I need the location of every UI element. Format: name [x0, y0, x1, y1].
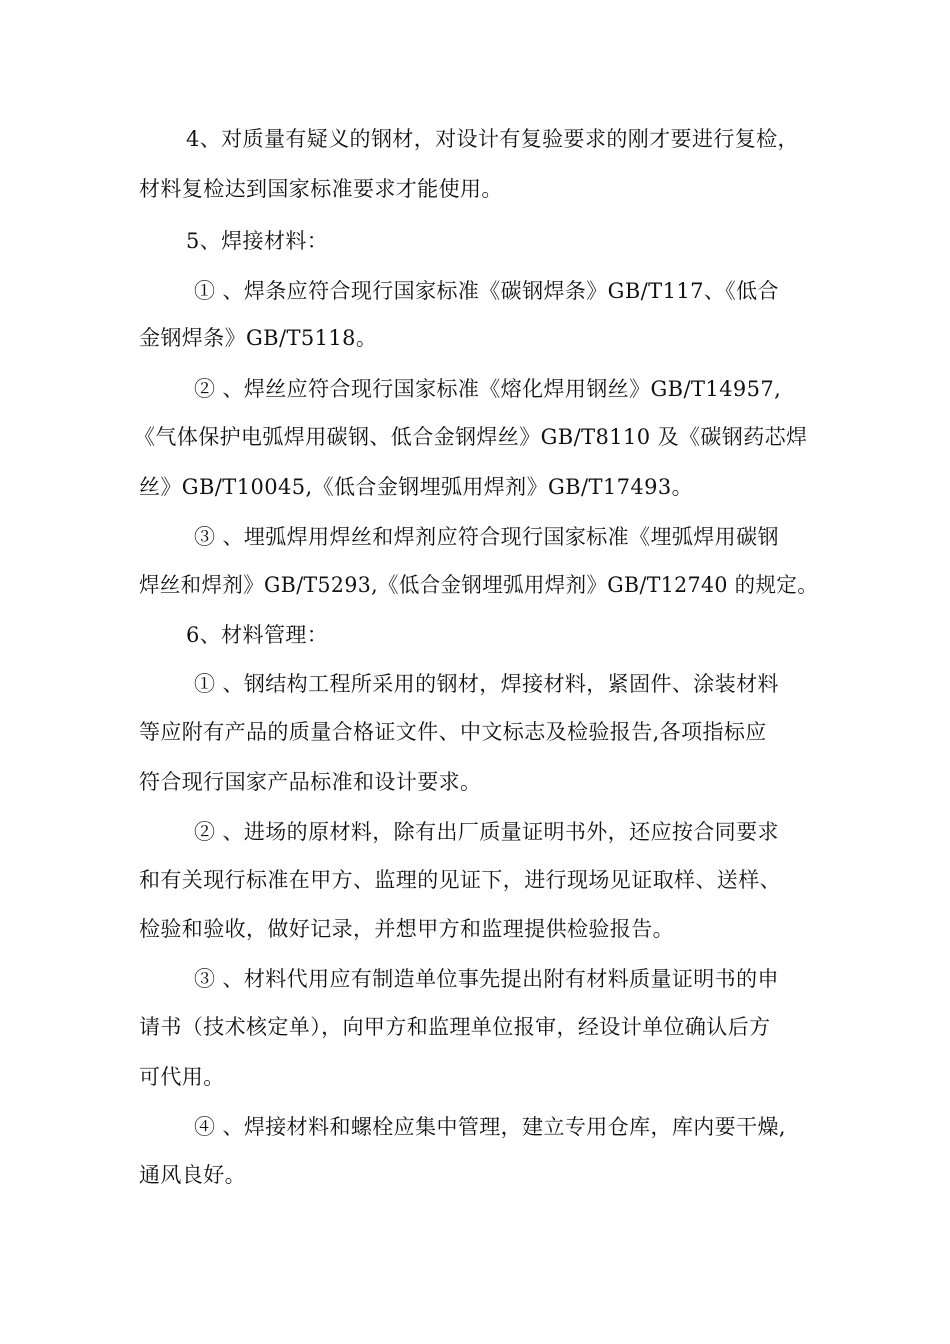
para-5-2-line-1: ② 、焊丝应符合现行国家标准《熔化焊用钢丝》GB/T14957,: [194, 377, 782, 401]
para-4-line-1: 4、对质量有疑义的钢材，对设计有复验要求的刚才要进行复检，: [186, 127, 799, 151]
para-6-4-line-2: 通风良好。: [139, 1163, 246, 1187]
para-6-1-line-3: 符合现行国家产品标准和设计要求。: [139, 770, 482, 794]
para-6-3-line-2: 请书（技术核定单），向甲方和监理单位报审，经设计单位确认后方: [139, 1015, 771, 1039]
para-6-2-line-2: 和有关现行标准在甲方、监理的见证下，进行现场见证取样、送样、: [139, 868, 781, 892]
para-6-3-line-3: 可代用。: [139, 1065, 225, 1089]
para-5-2-line-3: 丝》GB/T10045,《低合金钢埋弧用焊剂》GB/T17493。: [139, 475, 694, 499]
para-6-1-line-1: ① 、钢结构工程所采用的钢材，焊接材料，紧固件、涂装材料: [194, 672, 779, 696]
heading-welding-materials: 5、焊接材料：: [186, 229, 329, 253]
para-5-1-line-2: 金钢焊条》GB/T5118。: [139, 326, 378, 350]
para-6-3-line-1: ③ 、材料代用应有制造单位事先提出附有材料质量证明书的申: [194, 967, 779, 991]
para-5-1-line-1: ① 、焊条应符合现行国家标准《碳钢焊条》GB/T117、《低合: [194, 279, 779, 303]
para-6-1-line-2: 等应附有产品的质量合格证文件、中文标志及检验报告,各项指标应: [139, 720, 767, 744]
heading-material-management: 6、材料管理：: [186, 623, 329, 647]
para-5-3-line-2: 焊丝和焊剂》GB/T5293,《低合金钢埋弧用焊剂》GB/T12740 的规定。: [139, 573, 819, 597]
para-6-4-line-1: ④ 、焊接材料和螺栓应集中管理，建立专用仓库，库内要干燥,: [194, 1115, 786, 1139]
para-6-2-line-3: 检验和验收，做好记录，并想甲方和监理提供检验报告。: [139, 917, 674, 941]
para-4-line-2: 材料复检达到国家标准要求才能使用。: [139, 177, 503, 201]
para-5-3-line-1: ③ 、埋弧焊用焊丝和焊剂应符合现行国家标准《埋弧焊用碳钢: [194, 525, 779, 549]
para-5-2-line-2: 《气体保护电弧焊用碳钢、低合金钢焊丝》GB/T8110 及《碳钢药芯焊: [134, 425, 808, 449]
para-6-2-line-1: ② 、进场的原材料，除有出厂质量证明书外，还应按合同要求: [194, 820, 779, 844]
